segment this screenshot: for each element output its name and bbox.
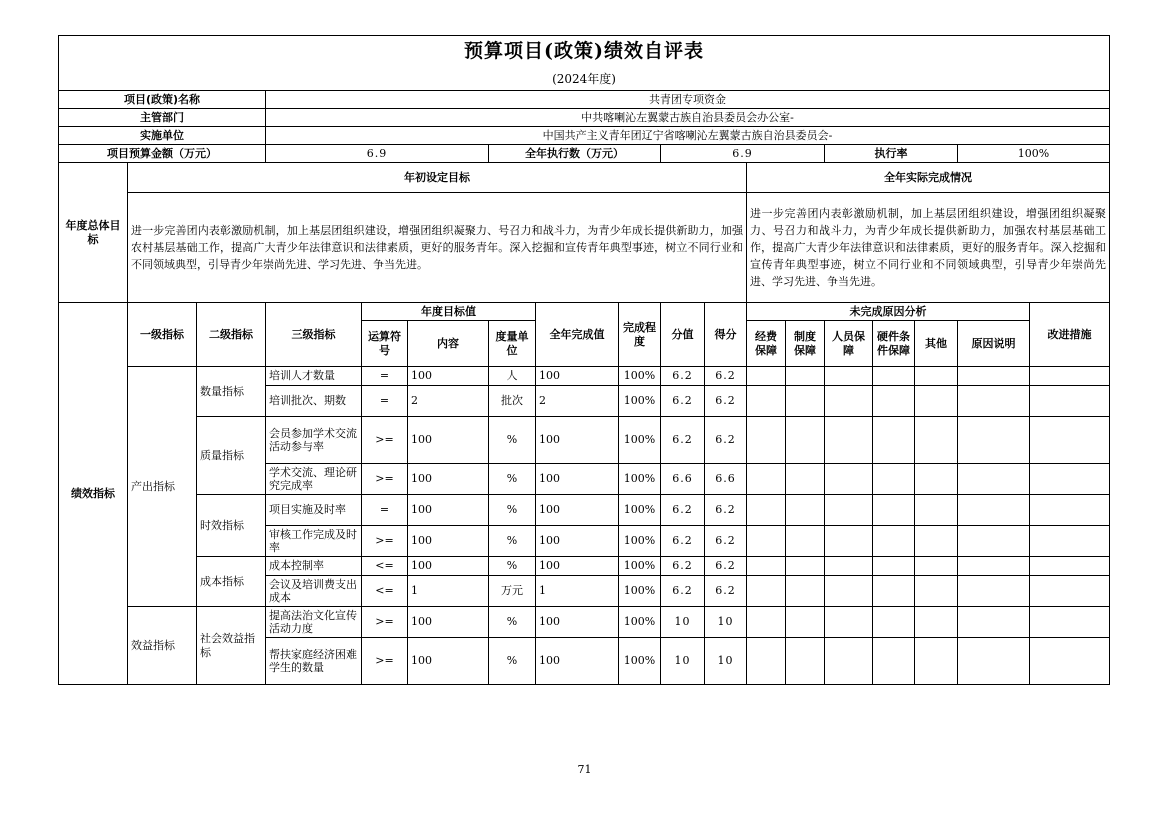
reason-staff-header: 人员保障 [825,321,873,367]
actual-text: 进一步完善团内表彰激励机制，加上基层团组织建设，增强团组织凝聚力、号召力和战斗力，为青少年成长提供新助力，加强农村基层基础工作，提高广大青少年法律意识和法律素质，更好的服务青年。深入挖掘和宣传青年典型事迹，树立不同行业和不同领域典型，引导青少年崇尚先进、学习先进、争当先进。 [747,193,1110,303]
dept-label: 主管部门 [59,109,266,127]
table-row [59,367,1110,386]
indicator-name: 帮扶家庭经济困难学生的数量 [266,638,362,685]
indicator-degree: 100% [619,607,661,638]
group-time: 时效指标 [197,495,266,557]
indicator-unit: % [489,638,536,685]
indicator-content: 100 [408,495,489,526]
group-output: 产出指标 [128,367,197,607]
indicator-value: 10 [661,638,705,685]
reason-other-header: 其他 [915,321,958,367]
group-benefit: 效益指标 [128,607,197,685]
indicator-complete: 100 [536,417,619,464]
table-row [59,495,1110,526]
indicator-degree: 100% [619,417,661,464]
indicator-unit: 万元 [489,576,536,607]
indicator-op: <= [362,576,408,607]
indicator-name: 培训批次、期数 [266,386,362,417]
rate-value: 100% [958,145,1110,163]
budget-label: 项目预算金额（万元） [59,145,266,163]
score-value-header: 分值 [661,303,705,367]
indicator-op: >= [362,607,408,638]
indicator-unit: % [489,526,536,557]
indicator-score: 6.2 [705,417,747,464]
indicator-op: >= [362,638,408,685]
reason-hardware-header: 硬件条件保障 [873,321,915,367]
indicator-complete: 100 [536,607,619,638]
budget-value: 6.9 [266,145,489,163]
reason-fund-header: 经费保障 [747,321,786,367]
indicator-degree: 100% [619,386,661,417]
actual-header: 全年实际完成情况 [747,163,1110,193]
indicator-score: 6.2 [705,367,747,386]
indicator-complete: 100 [536,495,619,526]
perf-indicator-label: 绩效指标 [59,303,128,685]
indicator-score: 6.2 [705,576,747,607]
indicator-content: 100 [408,557,489,576]
project-name-value: 共青团专项资金 [266,91,1110,109]
page-number: 71 [577,763,592,776]
indicator-complete: 1 [536,576,619,607]
indicator-complete: 100 [536,557,619,576]
indicator-unit: % [489,607,536,638]
indicator-name: 审核工作完成及时率 [266,526,362,557]
indicator-degree: 100% [619,638,661,685]
indicator-complete: 2 [536,386,619,417]
indicator-op: >= [362,526,408,557]
indicator-name: 项目实施及时率 [266,495,362,526]
reason-note-header: 原因说明 [958,321,1030,367]
indicator-content: 1 [408,576,489,607]
indicator-score: 6.6 [705,464,747,495]
indicator-unit: % [489,417,536,464]
indicator-op: = [362,495,408,526]
level3-header: 三级指标 [266,303,362,367]
reason-system-header: 制度保障 [786,321,825,367]
group-quality: 质量指标 [197,417,266,495]
indicator-content: 100 [408,638,489,685]
indicator-content: 2 [408,386,489,417]
level1-header: 一级指标 [128,303,197,367]
indicator-op: >= [362,464,408,495]
indicator-complete: 100 [536,464,619,495]
indicator-unit: % [489,464,536,495]
indicator-value: 6.2 [661,526,705,557]
dept-value: 中共喀喇沁左翼蒙古族自治县委员会办公室- [266,109,1110,127]
indicator-unit: 批次 [489,386,536,417]
group-social: 社会效益指标 [197,607,266,685]
indicator-content: 100 [408,367,489,386]
indicator-score: 6.2 [705,386,747,417]
table-row [59,557,1110,576]
table-row [59,417,1110,464]
indicator-value: 6.2 [661,495,705,526]
indicator-complete: 100 [536,638,619,685]
content-header: 内容 [408,321,489,367]
level2-header: 二级指标 [197,303,266,367]
indicator-value: 6.2 [661,386,705,417]
initial-goal-text: 进一步完善团内表彰激励机制，加上基层团组织建设，增强团组织凝聚力、号召力和战斗力，为青少年成长提供新助力，加强农村基层基础工作，提高广大青少年法律意识和法律素质，更好的服务青年。深入挖掘和宣传青年典型事迹，树立不同行业和不同领域典型，引导青少年崇尚先进、学习先进、争当先进。 [128,193,747,303]
annual-goal-label: 年度总体目标 [59,163,128,303]
indicator-value: 10 [661,607,705,638]
indicator-name: 提高法治文化宣传活动力度 [266,607,362,638]
indicator-unit: 人 [489,367,536,386]
indicator-degree: 100% [619,464,661,495]
indicator-name: 会员参加学术交流活动参与率 [266,417,362,464]
table-row [59,607,1110,638]
op-header: 运算符号 [362,321,408,367]
indicator-degree: 100% [619,367,661,386]
reason-header: 未完成原因分析 [747,303,1030,321]
indicator-score: 6.2 [705,557,747,576]
score-header: 得分 [705,303,747,367]
executed-value: 6.9 [661,145,825,163]
indicator-value: 6.2 [661,557,705,576]
indicator-content: 100 [408,417,489,464]
indicator-value: 6.2 [661,417,705,464]
indicator-name: 会议及培训费支出成本 [266,576,362,607]
indicator-content: 100 [408,464,489,495]
executed-label: 全年执行数（万元） [489,145,661,163]
indicator-unit: % [489,557,536,576]
indicator-score: 6.2 [705,526,747,557]
indicator-op: <= [362,557,408,576]
indicator-value: 6.2 [661,367,705,386]
indicator-degree: 100% [619,576,661,607]
indicator-op: = [362,367,408,386]
group-cost: 成本指标 [197,557,266,607]
performance-table [58,35,1110,685]
degree-header: 完成程度 [619,303,661,367]
impl-value: 中国共产主义青年团辽宁省喀喇沁左翼蒙古族自治县委员会- [266,127,1110,145]
initial-goal-header: 年初设定目标 [128,163,747,193]
unit-header: 度量单位 [489,321,536,367]
group-quantity: 数量指标 [197,367,266,417]
improve-header: 改进措施 [1030,303,1110,367]
indicator-name: 学术交流、理论研究完成率 [266,464,362,495]
indicator-complete: 100 [536,526,619,557]
target-header: 年度目标值 [362,303,536,321]
impl-label: 实施单位 [59,127,266,145]
indicator-degree: 100% [619,557,661,576]
rate-label: 执行率 [825,145,958,163]
project-name-label: 项目(政策)名称 [59,91,266,109]
indicator-unit: % [489,495,536,526]
indicator-degree: 100% [619,526,661,557]
indicator-op: >= [362,417,408,464]
indicator-score: 6.2 [705,495,747,526]
indicator-content: 100 [408,526,489,557]
indicator-complete: 100 [536,367,619,386]
indicator-score: 10 [705,607,747,638]
indicator-value: 6.6 [661,464,705,495]
complete-header: 全年完成值 [536,303,619,367]
indicator-content: 100 [408,607,489,638]
indicator-op: = [362,386,408,417]
report-year: (2024年度) [59,68,1110,91]
indicator-score: 10 [705,638,747,685]
indicator-name: 培训人才数量 [266,367,362,386]
indicator-value: 6.2 [661,576,705,607]
page-title: 预算项目(政策)绩效自评表 [59,36,1110,68]
indicator-degree: 100% [619,495,661,526]
indicator-name: 成本控制率 [266,557,362,576]
